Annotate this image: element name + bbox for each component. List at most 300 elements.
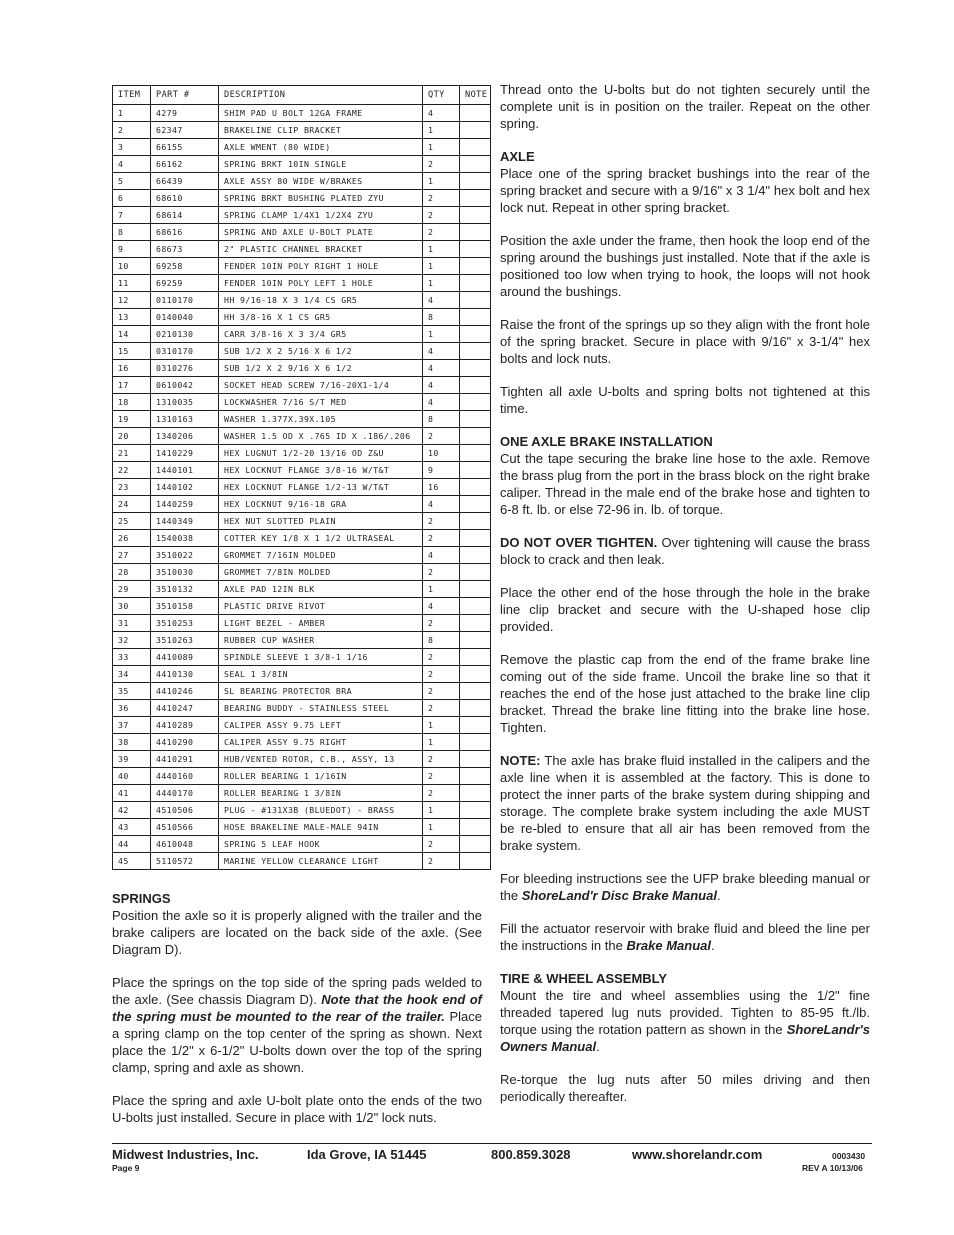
qty-cell: 1 — [423, 173, 460, 190]
qty-cell: 2 — [423, 530, 460, 547]
table-row — [113, 836, 491, 853]
description-cell: AXLE ASSY 80 WIDE W/BRAKES — [219, 173, 423, 190]
brake-warning-text: Over tightening will cause the brass block to crack and then leak. — [500, 535, 870, 567]
qty-cell: 4 — [423, 105, 460, 122]
description-cell: ROLLER BEARING 1 1/16IN — [219, 768, 423, 785]
part-number-cell: 66162 — [151, 156, 219, 173]
item-cell: 29 — [113, 581, 151, 598]
part-number-cell: 4410246 — [151, 683, 219, 700]
item-cell: 43 — [113, 819, 151, 836]
note-cell — [460, 309, 491, 326]
table-row — [113, 666, 491, 683]
description-cell: AXLE WMENT (80 WIDE) — [219, 139, 423, 156]
table-row — [113, 326, 491, 343]
note-cell — [460, 326, 491, 343]
column-header-note: NOTE — [460, 86, 491, 105]
part-number-cell: 4610048 — [151, 836, 219, 853]
table-row — [113, 275, 491, 292]
springs-paragraph-3: Place the spring and axle U-bolt plate onto the ends of the two U-bolts just installed. Secure in place with 1/2" lock nuts. — [112, 1093, 482, 1125]
description-cell: HOSE BRAKELINE MALE-MALE 94IN — [219, 819, 423, 836]
part-number-cell: 1440349 — [151, 513, 219, 530]
parts-table-header-row — [113, 86, 491, 105]
part-number-cell: 4410290 — [151, 734, 219, 751]
note-cell — [460, 530, 491, 547]
description-cell: HEX NUT SLOTTED PLAIN — [219, 513, 423, 530]
qty-cell: 2 — [423, 428, 460, 445]
part-number-cell: 4410247 — [151, 700, 219, 717]
item-cell: 2 — [113, 122, 151, 139]
part-number-cell: 68616 — [151, 224, 219, 241]
brake-manual-ref: Brake Manual — [626, 938, 712, 953]
item-cell: 32 — [113, 632, 151, 649]
table-row — [113, 496, 491, 513]
description-cell: SPRING BRKT 10IN SINGLE — [219, 156, 423, 173]
item-cell: 23 — [113, 479, 151, 496]
part-number-cell: 66439 — [151, 173, 219, 190]
qty-cell: 2 — [423, 207, 460, 224]
part-number-cell: 3510132 — [151, 581, 219, 598]
note-cell — [460, 853, 491, 870]
qty-cell: 4 — [423, 292, 460, 309]
table-row — [113, 394, 491, 411]
note-cell — [460, 428, 491, 445]
description-cell: MARINE YELLOW CLEARANCE LIGHT — [219, 853, 423, 870]
qty-cell: 4 — [423, 360, 460, 377]
part-number-cell: 1340206 — [151, 428, 219, 445]
item-cell: 21 — [113, 445, 151, 462]
qty-cell: 4 — [423, 547, 460, 564]
footer-page-number: Page 9 — [112, 1163, 140, 1173]
description-cell: SUB 1/2 X 2 5/16 X 6 1/2 — [219, 343, 423, 360]
note-label: NOTE: — [500, 753, 541, 768]
table-row — [113, 632, 491, 649]
qty-cell: 1 — [423, 139, 460, 156]
table-row — [113, 479, 491, 496]
part-number-cell: 3510030 — [151, 564, 219, 581]
note-paragraph — [500, 752, 870, 854]
description-cell: BEARING BUDDY - STAINLESS STEEL — [219, 700, 423, 717]
springs-paragraph-1: Position the axle so it is properly aligned with the trailer and the brake calipers are located on the back side of the axle. (See Diagram D). — [112, 908, 482, 957]
description-cell: SL BEARING PROTECTOR BRA — [219, 683, 423, 700]
item-cell: 45 — [113, 853, 151, 870]
part-number-cell: 4440160 — [151, 768, 219, 785]
note-cell — [460, 768, 491, 785]
note-cell — [460, 241, 491, 258]
qty-cell: 8 — [423, 411, 460, 428]
item-cell: 31 — [113, 615, 151, 632]
part-number-cell: 68614 — [151, 207, 219, 224]
part-number-cell: 1540038 — [151, 530, 219, 547]
description-cell: SPINDLE SLEEVE 1 3/8-1 1/16 — [219, 649, 423, 666]
item-cell: 30 — [113, 598, 151, 615]
description-cell: AXLE PAD 12IN BLK — [219, 581, 423, 598]
footer-divider — [112, 1143, 872, 1144]
item-cell: 1 — [113, 105, 151, 122]
item-cell: 9 — [113, 241, 151, 258]
springs-paragraph-2 — [112, 974, 482, 1076]
note-cell — [460, 411, 491, 428]
brake-warning: DO NOT OVER TIGHTEN. — [500, 535, 658, 550]
item-cell: 6 — [113, 190, 151, 207]
description-cell: PLUG - #131X3B (BLUEDOT) - BRASS — [219, 802, 423, 819]
part-number-cell: 62347 — [151, 122, 219, 139]
item-cell: 10 — [113, 258, 151, 275]
note-cell — [460, 785, 491, 802]
part-number-cell: 5110572 — [151, 853, 219, 870]
item-cell: 5 — [113, 173, 151, 190]
note-cell — [460, 666, 491, 683]
qty-cell: 2 — [423, 649, 460, 666]
qty-cell: 2 — [423, 836, 460, 853]
item-cell: 22 — [113, 462, 151, 479]
table-row — [113, 411, 491, 428]
table-row — [113, 785, 491, 802]
description-cell: LIGHT BEZEL - AMBER — [219, 615, 423, 632]
part-number-cell: 4510506 — [151, 802, 219, 819]
part-number-cell: 4410289 — [151, 717, 219, 734]
note-cell — [460, 292, 491, 309]
item-cell: 16 — [113, 360, 151, 377]
table-row — [113, 700, 491, 717]
table-row — [113, 105, 491, 122]
item-cell: 7 — [113, 207, 151, 224]
parts-table-body — [113, 105, 491, 870]
axle-paragraph-4: Tighten all axle U-bolts and spring bolts not tightened at this time. — [500, 384, 870, 416]
qty-cell: 1 — [423, 717, 460, 734]
qty-cell: 4 — [423, 343, 460, 360]
description-cell: 2" PLASTIC CHANNEL BRACKET — [219, 241, 423, 258]
tire-text-end: . — [596, 1039, 600, 1054]
qty-cell: 2 — [423, 700, 460, 717]
description-cell: HEX LOCKNUT 9/16-18 GRA — [219, 496, 423, 513]
note-cell — [460, 836, 491, 853]
item-cell: 40 — [113, 768, 151, 785]
table-row — [113, 513, 491, 530]
description-cell: LOCKWASHER 7/16 S/T MED — [219, 394, 423, 411]
note-cell — [460, 734, 491, 751]
item-cell: 24 — [113, 496, 151, 513]
part-number-cell: 1440101 — [151, 462, 219, 479]
left-text-column — [112, 890, 482, 1142]
table-row — [113, 819, 491, 836]
qty-cell: 2 — [423, 513, 460, 530]
qty-cell: 1 — [423, 734, 460, 751]
springs-p2-text: Place the springs on the top side of the spring pads welded to the axle. (See chassis Diagram D). — [112, 975, 482, 1007]
tire-paragraph-2: Re-torque the lug nuts after 50 miles driving and then periodically thereafter. — [500, 1072, 870, 1104]
table-row — [113, 377, 491, 394]
description-cell: CALIPER ASSY 9.75 LEFT — [219, 717, 423, 734]
table-row — [113, 343, 491, 360]
item-cell: 18 — [113, 394, 151, 411]
brake-paragraph-3: Place the other end of the hose through the hole in the brake line clip bracket and secure with the U-shaped hose clip provided. — [500, 585, 870, 634]
qty-cell: 2 — [423, 768, 460, 785]
description-cell: HH 3/8-16 X 1 CS GR5 — [219, 309, 423, 326]
qty-cell: 2 — [423, 564, 460, 581]
table-row — [113, 717, 491, 734]
note-cell — [460, 513, 491, 530]
description-cell: SPRING 5 LEAF HOOK — [219, 836, 423, 853]
qty-cell: 1 — [423, 819, 460, 836]
parts-list-table — [112, 85, 491, 870]
table-row — [113, 360, 491, 377]
table-row — [113, 428, 491, 445]
part-number-cell: 0110170 — [151, 292, 219, 309]
item-cell: 41 — [113, 785, 151, 802]
footer-doc-number: 0003430 — [832, 1151, 866, 1161]
table-row — [113, 751, 491, 768]
description-cell: GROMMET 7/8IN MOLDED — [219, 564, 423, 581]
qty-cell: 1 — [423, 326, 460, 343]
table-row — [113, 802, 491, 819]
part-number-cell: 4410291 — [151, 751, 219, 768]
springs-p2-emphasis: Note that the hook end of the spring must be mounted to the rear of the trailer. — [112, 992, 482, 1024]
table-row — [113, 462, 491, 479]
footer-phone: 800.859.3028 — [491, 1147, 571, 1162]
part-number-cell: 68673 — [151, 241, 219, 258]
item-cell: 28 — [113, 564, 151, 581]
table-row — [113, 241, 491, 258]
table-row — [113, 547, 491, 564]
bleeding-text: For bleeding instructions see the UFP brake bleeding manual or the — [500, 871, 870, 903]
qty-cell: 4 — [423, 377, 460, 394]
axle-heading: AXLE — [500, 149, 535, 164]
part-number-cell: 69258 — [151, 258, 219, 275]
qty-cell: 1 — [423, 275, 460, 292]
table-row — [113, 734, 491, 751]
note-cell — [460, 173, 491, 190]
note-cell — [460, 649, 491, 666]
right-text-column — [500, 81, 870, 1121]
fill-text: Fill the actuator reservoir with brake fluid and bleed the line per the instructions in the — [500, 921, 870, 953]
table-row — [113, 173, 491, 190]
table-row — [113, 190, 491, 207]
note-cell — [460, 258, 491, 275]
note-cell — [460, 615, 491, 632]
description-cell: HEX LOCKNUT FLANGE 1/2-13 W/T&T — [219, 479, 423, 496]
part-number-cell: 0610042 — [151, 377, 219, 394]
item-cell: 13 — [113, 309, 151, 326]
item-cell: 36 — [113, 700, 151, 717]
note-cell — [460, 394, 491, 411]
note-cell — [460, 700, 491, 717]
axle-paragraph-3: Raise the front of the springs up so they align with the front hole of the spring bracket. Secure in place with 9/16" x 3-1/4" hex bolts and lock nuts. — [500, 317, 870, 366]
qty-cell: 1 — [423, 122, 460, 139]
axle-paragraph-1: Place one of the spring bracket bushings into the rear of the spring bracket and secure with a 9/16" x 3 1/4" hex bolt and hex lock nut. Repeat in other spring bracket. — [500, 166, 870, 215]
part-number-cell: 1440259 — [151, 496, 219, 513]
description-cell: HUB/VENTED ROTOR, C.B., ASSY, 13 — [219, 751, 423, 768]
note-cell — [460, 819, 491, 836]
item-cell: 27 — [113, 547, 151, 564]
note-cell — [460, 105, 491, 122]
bleeding-paragraph — [500, 870, 870, 904]
note-cell — [460, 360, 491, 377]
note-cell — [460, 156, 491, 173]
item-cell: 42 — [113, 802, 151, 819]
item-cell: 34 — [113, 666, 151, 683]
tire-heading: TIRE & WHEEL ASSEMBLY — [500, 971, 668, 986]
axle-paragraph-2: Position the axle under the frame, then hook the loop end of the spring around the bushings just installed. Note that if the axle is positioned too low when trying to hook, the loops will not hook around the bushings. — [500, 233, 870, 299]
qty-cell: 8 — [423, 632, 460, 649]
description-cell: WASHER 1.377X.39X.105 — [219, 411, 423, 428]
table-row — [113, 581, 491, 598]
description-cell: CARR 3/8-16 X 3 3/4 GR5 — [219, 326, 423, 343]
note-cell — [460, 564, 491, 581]
note-cell — [460, 581, 491, 598]
qty-cell: 1 — [423, 802, 460, 819]
fill-paragraph — [500, 920, 870, 954]
note-cell — [460, 122, 491, 139]
item-cell: 19 — [113, 411, 151, 428]
springs-heading: SPRINGS — [112, 891, 171, 906]
column-header-description: DESCRIPTION — [219, 86, 423, 105]
qty-cell: 2 — [423, 224, 460, 241]
table-row — [113, 309, 491, 326]
note-cell — [460, 598, 491, 615]
item-cell: 15 — [113, 343, 151, 360]
description-cell: SOCKET HEAD SCREW 7/16-20X1-1/4 — [219, 377, 423, 394]
part-number-cell: 69259 — [151, 275, 219, 292]
note-cell — [460, 683, 491, 700]
table-row — [113, 258, 491, 275]
note-cell — [460, 496, 491, 513]
item-cell: 26 — [113, 530, 151, 547]
item-cell: 44 — [113, 836, 151, 853]
description-cell: ROLLER BEARING 1 3/8IN — [219, 785, 423, 802]
part-number-cell: 3510263 — [151, 632, 219, 649]
owners-manual-ref: ShoreLandr's Owners Manual — [500, 1022, 870, 1054]
brake-paragraph-2 — [500, 534, 870, 568]
item-cell: 11 — [113, 275, 151, 292]
note-cell — [460, 224, 491, 241]
qty-cell: 9 — [423, 462, 460, 479]
table-row — [113, 564, 491, 581]
qty-cell: 2 — [423, 683, 460, 700]
footer-company: Midwest Industries, Inc. — [112, 1147, 259, 1162]
item-cell: 35 — [113, 683, 151, 700]
note-cell — [460, 445, 491, 462]
bleeding-text-end: . — [716, 888, 721, 903]
description-cell: HEX LUGNUT 1/2-20 13/16 OD Z&U — [219, 445, 423, 462]
item-cell: 4 — [113, 156, 151, 173]
footer-website: www.shorelandr.com — [632, 1147, 763, 1162]
description-cell: FENDER 10IN POLY RIGHT 1 HOLE — [219, 258, 423, 275]
tire-text: Mount the tire and wheel assemblies using the 1/2" fine threaded tapered lug nuts provided. Tighten to 85-95 ft./lb. torque using the rotation pattern as shown in the — [500, 988, 870, 1037]
table-row — [113, 156, 491, 173]
qty-cell: 2 — [423, 785, 460, 802]
qty-cell: 4 — [423, 598, 460, 615]
item-cell: 37 — [113, 717, 151, 734]
note-cell — [460, 377, 491, 394]
qty-cell: 4 — [423, 496, 460, 513]
intro-paragraph: Thread onto the U-bolts but do not tighten securely until the complete unit is in position on the trailer. Repeat on the other spring. — [500, 82, 870, 131]
item-cell: 39 — [113, 751, 151, 768]
table-row — [113, 615, 491, 632]
description-cell: SPRING CLAMP 1/4X1 1/2X4 ZYU — [219, 207, 423, 224]
note-cell — [460, 547, 491, 564]
table-row — [113, 445, 491, 462]
column-header-qty: QTY — [423, 86, 460, 105]
qty-cell: 2 — [423, 190, 460, 207]
note-cell — [460, 275, 491, 292]
part-number-cell: 4410089 — [151, 649, 219, 666]
table-row — [113, 139, 491, 156]
note-text: The axle has brake fluid installed in the calipers and the axle line when it is assembled at the factory. This is done to protect the inner parts of the brake system during shipping and storage. The complete brake system including the axle MUST be re-bled to ensure that all air has been removed from the brake system. — [500, 753, 870, 853]
part-number-cell: 0310170 — [151, 343, 219, 360]
description-cell: SEAL 1 3/8IN — [219, 666, 423, 683]
note-cell — [460, 632, 491, 649]
part-number-cell: 0210130 — [151, 326, 219, 343]
part-number-cell: 66155 — [151, 139, 219, 156]
table-row — [113, 649, 491, 666]
description-cell: COTTER KEY 1/8 X 1 1/2 ULTRASEAL — [219, 530, 423, 547]
part-number-cell: 1410229 — [151, 445, 219, 462]
description-cell: HEX LOCKNUT FLANGE 3/8-16 W/T&T — [219, 462, 423, 479]
table-row — [113, 598, 491, 615]
footer-city: Ida Grove, IA 51445 — [307, 1147, 427, 1162]
note-cell — [460, 479, 491, 496]
springs-p2-text-end: Place a spring clamp on the top center of the spring as shown. Next place the 1/2" x 6-1/2" U-bolts down over the top of the spring clamp, spring and axle as shown. — [112, 1009, 482, 1075]
fill-text-end: . — [711, 938, 715, 953]
brake-paragraph-1: Cut the tape securing the brake line hose to the axle. Remove the brass plug from the port in the brass block on the right brake caliper. Thread in the male end of the brake hose and tighten to 6-8 ft. lb. or else 72-96 in. lb. of torque. — [500, 451, 870, 517]
item-cell: 8 — [113, 224, 151, 241]
description-cell: SPRING BRKT BUSHING PLATED ZYU — [219, 190, 423, 207]
qty-cell: 2 — [423, 666, 460, 683]
qty-cell: 2 — [423, 615, 460, 632]
note-cell — [460, 139, 491, 156]
column-header-item: ITEM — [113, 86, 151, 105]
column-header-part: PART # — [151, 86, 219, 105]
part-number-cell: 4279 — [151, 105, 219, 122]
note-cell — [460, 802, 491, 819]
table-row — [113, 122, 491, 139]
part-number-cell: 0140040 — [151, 309, 219, 326]
tire-paragraph-1 — [500, 987, 870, 1055]
table-row — [113, 292, 491, 309]
item-cell: 17 — [113, 377, 151, 394]
description-cell: FENDER 10IN POLY LEFT 1 HOLE — [219, 275, 423, 292]
part-number-cell: 1310035 — [151, 394, 219, 411]
part-number-cell: 3510253 — [151, 615, 219, 632]
description-cell: BRAKELINE CLIP BRACKET — [219, 122, 423, 139]
part-number-cell: 68610 — [151, 190, 219, 207]
note-cell — [460, 462, 491, 479]
description-cell: WASHER 1.5 OD X .765 ID X .186/.206 — [219, 428, 423, 445]
table-row — [113, 683, 491, 700]
item-cell: 12 — [113, 292, 151, 309]
item-cell: 33 — [113, 649, 151, 666]
brake-heading: ONE AXLE BRAKE INSTALLATION — [500, 434, 713, 449]
part-number-cell: 1440102 — [151, 479, 219, 496]
qty-cell: 2 — [423, 853, 460, 870]
part-number-cell: 3510022 — [151, 547, 219, 564]
part-number-cell: 4440170 — [151, 785, 219, 802]
part-number-cell: 3510158 — [151, 598, 219, 615]
qty-cell: 2 — [423, 156, 460, 173]
description-cell: HH 9/16-18 X 3 1/4 CS GR5 — [219, 292, 423, 309]
qty-cell: 1 — [423, 581, 460, 598]
table-row — [113, 768, 491, 785]
description-cell: GROMMET 7/16IN MOLDED — [219, 547, 423, 564]
note-cell — [460, 751, 491, 768]
part-number-cell: 0310276 — [151, 360, 219, 377]
qty-cell: 1 — [423, 258, 460, 275]
qty-cell: 2 — [423, 751, 460, 768]
note-cell — [460, 343, 491, 360]
item-cell: 14 — [113, 326, 151, 343]
qty-cell: 10 — [423, 445, 460, 462]
brake-paragraph-4: Remove the plastic cap from the end of the frame brake line coming out of the side frame. Uncoil the brake line so that it reaches the end of the hose just attached to the brake line clip bracket. Thread the brake line fitting into the brake line hose. Tighten. — [500, 652, 870, 735]
description-cell: SHIM PAD U BOLT 12GA FRAME — [219, 105, 423, 122]
